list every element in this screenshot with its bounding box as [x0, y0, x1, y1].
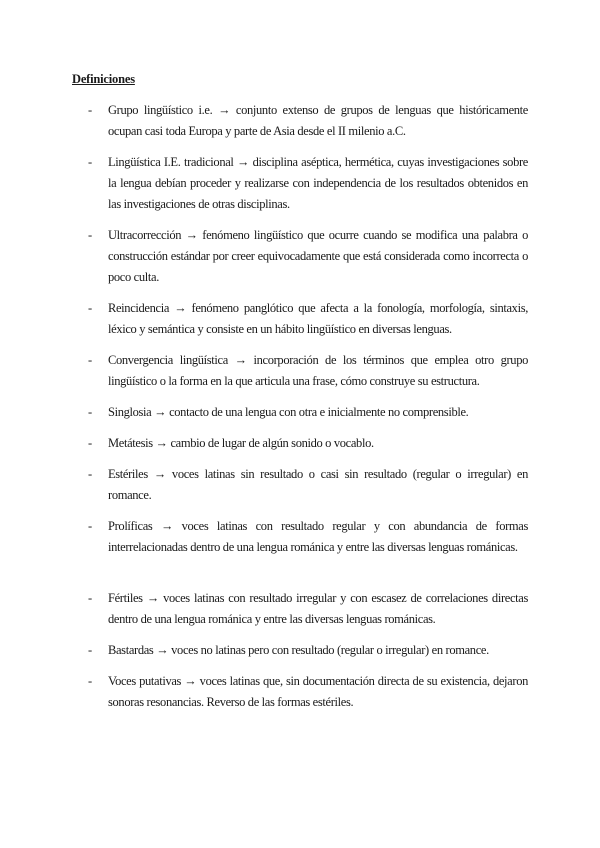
definition-text: Fértiles → voces latinas con resultado irregular y con escasez de correlaciones directas dentro de una lengua románica y entre las diversas lenguas románicas.: [108, 591, 528, 626]
definition-text: Voces putativas → voces latinas que, sin documentación directa de su existencia, dejaron sonoras resonancias. Reverso de las formas estériles.: [108, 674, 528, 709]
definition-text: Reincidencia → fenómeno panglótico que afecta a la fonología, morfología, sintaxis, léxico y semántica y consiste en un hábito lingüístico en diversas lenguas.: [108, 301, 528, 336]
definition-text: Singlosia → contacto de una lengua con otra e inicialmente no comprensible.: [108, 405, 469, 419]
bullet-dash: -: [88, 228, 93, 242]
page-title: Definiciones: [72, 72, 135, 86]
bullet-dash: -: [88, 674, 93, 688]
bullet-dash: -: [88, 301, 93, 315]
bullet-dash: -: [88, 103, 93, 117]
definition-text: Metátesis → cambio de lugar de algún sonido o vocablo.: [108, 436, 374, 450]
bullet-dash: -: [88, 519, 93, 533]
bullet-dash: -: [88, 591, 93, 605]
definition-text: Estériles → voces latinas sin resultado o casi sin resultado (regular o irregular) en romance.: [108, 467, 528, 502]
definition-text: Ultracorrección → fenómeno lingüístico que ocurre cuando se modifica una palabra o construcción estándar por creer equivocadamente que está considerada como incorrecta o poco culta.: [108, 228, 528, 284]
definition-text: Bastardas → voces no latinas pero con resultado (regular o irregular) en romance.: [108, 643, 489, 657]
definition-text: Prolíficas → voces latinas con resultado regular y con abundancia de formas interrelacionadas dentro de una lengua románica y entre las diversas lenguas románicas.: [108, 519, 528, 554]
bullet-dash: -: [88, 467, 93, 481]
definition-text: Lingüística I.E. tradicional → disciplina aséptica, hermética, cuyas investigaciones sobre la lengua debían proceder y realizarse con independencia de los resultados obtenidos en las investigaciones de otras disciplinas.: [108, 155, 528, 211]
bullet-dash: -: [88, 643, 93, 657]
bullet-dash: -: [88, 155, 93, 169]
bullet-dash: -: [88, 405, 93, 419]
bullet-dash: -: [88, 436, 93, 450]
bullet-dash: -: [88, 353, 93, 367]
definition-text: Convergencia lingüística → incorporación de los términos que emplea otro grupo lingüístico o la forma en la que articula una frase, cómo construye su estructura.: [108, 353, 528, 388]
definition-text: Grupo lingüístico i.e. → conjunto extenso de grupos de lenguas que históricamente ocupan casi toda Europa y parte de Asia desde el II milenio a.C.: [108, 103, 528, 138]
